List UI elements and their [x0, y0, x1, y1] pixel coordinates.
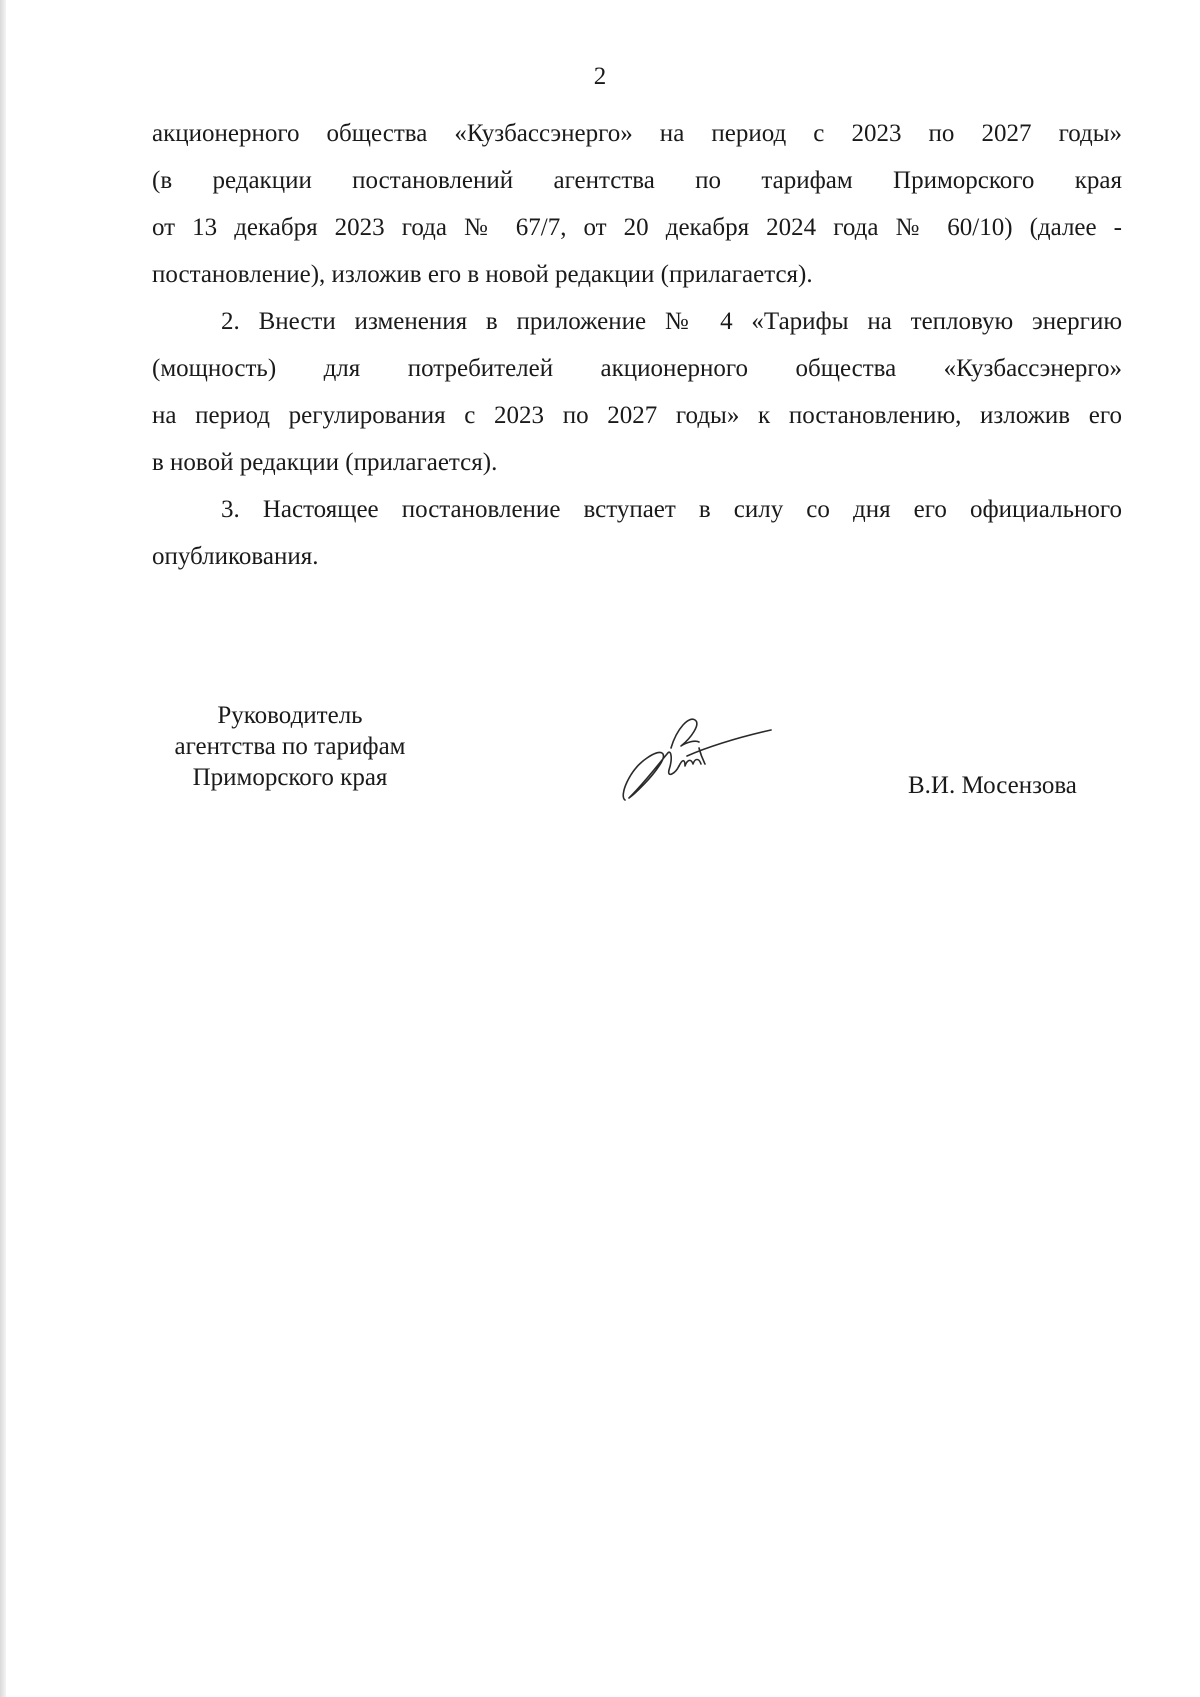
paragraph-2	[152, 298, 1122, 486]
text-line: на период регулирования с 2023 по 2027 годы» к постановлению, изложив его	[152, 402, 1122, 429]
scan-edge	[0, 0, 6, 1697]
signatory-position	[140, 700, 440, 793]
text-line: акционерного общества «Кузбассэнерго» на период с 2023 по 2027 годы»	[152, 120, 1122, 147]
signer-name: В.И. Мосензова	[908, 772, 1077, 799]
page-number: 2	[593, 63, 607, 90]
position-line: Руководитель	[217, 702, 363, 729]
text-line: 3. Настоящее постановление вступает в силу со дня его официального	[221, 496, 1122, 523]
text-line: постановление), изложив его в новой редакции (прилагается).	[152, 261, 813, 288]
paragraph-3	[152, 486, 1122, 580]
text-line: в новой редакции (прилагается).	[152, 449, 498, 476]
text-line: 2. Внести изменения в приложение № 4 «Тарифы на тепловую энергию	[221, 308, 1122, 335]
text-line: от 13 декабря 2023 года № 67/7, от 20 декабря 2024 года № 60/10) (далее -	[152, 214, 1122, 241]
handwritten-signature	[615, 708, 775, 808]
document-body	[152, 110, 1122, 580]
text-line: (мощность) для потребителей акционерного общества «Кузбассэнерго»	[152, 355, 1122, 382]
paragraph-1	[152, 110, 1122, 298]
position-line: агентства по тарифам	[174, 733, 406, 760]
text-line: (в редакции постановлений агентства по тарифам Приморского края	[152, 167, 1122, 194]
text-line: опубликования.	[152, 543, 319, 570]
position-line: Приморского края	[192, 764, 388, 791]
